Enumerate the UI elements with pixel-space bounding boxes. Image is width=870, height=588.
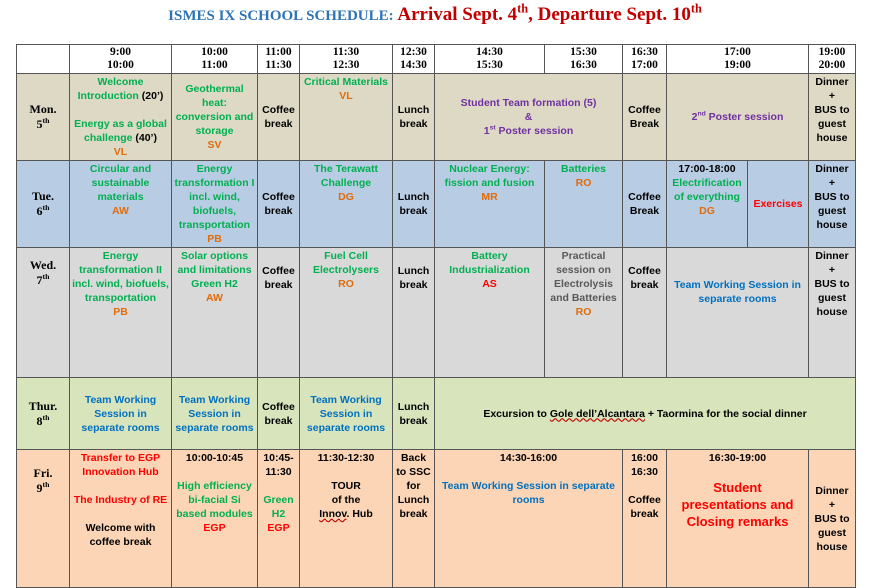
session-cell bbox=[70, 74, 172, 161]
session-title: Energy as a global challenge bbox=[74, 118, 167, 144]
session-time: 11:30-12:30 bbox=[317, 452, 375, 464]
session-time: 16:30-19:00 bbox=[708, 452, 767, 464]
day-name: Fri. bbox=[33, 466, 53, 480]
dinner-cell: Dinner + BUS to guest house bbox=[809, 450, 856, 588]
ordinal-number: 1 bbox=[483, 125, 490, 137]
header-time: 17:00 19:00 bbox=[667, 45, 809, 74]
ordinal-sup: st bbox=[489, 124, 496, 132]
session-title: Practical session on Electrolysis and Batteries bbox=[550, 250, 617, 304]
session-title: Battery Industrialization bbox=[449, 250, 530, 276]
day-name: Tue. bbox=[32, 189, 54, 203]
ordinal-number: 2 bbox=[691, 111, 698, 123]
session-cell bbox=[545, 161, 623, 248]
session-title: Welcome Introduction bbox=[77, 76, 144, 102]
session-title: Poster session bbox=[495, 125, 574, 137]
session-title: Circular and sustainable materials bbox=[89, 163, 152, 203]
session-title: Innov bbox=[319, 508, 347, 520]
day-sup: th bbox=[42, 203, 50, 212]
session-cell bbox=[70, 450, 172, 588]
dinner-cell: Dinner + BUS to guest house bbox=[809, 161, 856, 248]
title-departure-text: , Departure Sept. 10 bbox=[528, 4, 691, 25]
day-number: 7 bbox=[36, 273, 43, 287]
session-cell bbox=[300, 74, 393, 161]
session-time: 17:00-18:00 bbox=[678, 163, 736, 175]
session-title: Solar options and limitations Green H2 bbox=[177, 250, 252, 290]
coffee-break-cell: Coffee break bbox=[623, 248, 667, 378]
lunch-break-cell: Lunch break bbox=[393, 161, 435, 248]
session-title: Fuel Cell Electrolysers bbox=[313, 250, 379, 276]
session-title: Geothermal heat: conversion and storage bbox=[175, 83, 254, 137]
session-time: 10:00-10:45 bbox=[185, 452, 244, 464]
day-label-thursday bbox=[17, 378, 70, 450]
speaker-code: AW bbox=[206, 292, 223, 304]
schedule-table bbox=[16, 44, 856, 588]
row-friday bbox=[17, 450, 856, 588]
day-name: Wed. bbox=[29, 258, 57, 272]
session-title: Poster session bbox=[705, 111, 784, 123]
session-cell bbox=[172, 248, 258, 378]
session-title: Team Working Session in separate rooms bbox=[442, 480, 615, 506]
excursion-text: + Taormina for the social dinner bbox=[644, 407, 807, 420]
session-title: . Hub bbox=[346, 508, 373, 520]
session-time: 14:30-16:00 bbox=[499, 452, 558, 464]
day-sup: th bbox=[42, 412, 50, 422]
speaker-code: DG bbox=[338, 191, 354, 203]
speaker-code: RO bbox=[575, 306, 592, 318]
exercises-cell: Exercises bbox=[748, 161, 809, 248]
day-label-monday bbox=[17, 74, 70, 161]
session-cell bbox=[172, 74, 258, 161]
speaker-code: VL bbox=[113, 146, 128, 158]
speaker-code: AS bbox=[482, 278, 497, 290]
session-title: Batteries bbox=[561, 163, 606, 175]
session-cell: Team Working Session in separate rooms bbox=[172, 378, 258, 450]
speaker-code: VL bbox=[339, 90, 353, 102]
session-connector: & bbox=[524, 111, 533, 123]
session-cell bbox=[70, 248, 172, 378]
session-title: Energy transformation I incl. wind, biofuels, transportation bbox=[174, 163, 255, 231]
session-cell bbox=[258, 450, 300, 588]
coffee-break-cell bbox=[623, 450, 667, 588]
session-title: Student presentations and Closing remarks bbox=[681, 480, 794, 529]
header-time: 14:30 15:30 bbox=[435, 45, 545, 74]
header-time: 9:00 10:00 bbox=[70, 45, 172, 74]
day-number: 6 bbox=[36, 204, 43, 218]
coffee-break-cell: Coffee break bbox=[258, 74, 300, 161]
session-title: Electrification of everything bbox=[672, 177, 742, 203]
row-tuesday bbox=[17, 161, 856, 248]
speaker-code: EGP bbox=[203, 522, 226, 534]
session-title: High efficiency bi-facial Si based modules bbox=[176, 480, 253, 520]
ordinal-sup: nd bbox=[697, 110, 706, 118]
session-title: Coffee break bbox=[628, 494, 661, 520]
day-name: Thur. bbox=[28, 398, 58, 413]
day-sup: th bbox=[42, 272, 50, 281]
day-sup: th bbox=[42, 480, 50, 489]
session-cell: Team Working Session in separate rooms bbox=[70, 378, 172, 450]
header-row bbox=[17, 45, 856, 74]
lunch-break-cell: Lunch break bbox=[393, 74, 435, 161]
session-title: TOUR of the bbox=[331, 480, 361, 506]
session-cell: Team Working Session in separate rooms bbox=[300, 378, 393, 450]
day-label-tuesday bbox=[17, 161, 70, 248]
lunch-break-cell: Lunch break bbox=[393, 248, 435, 378]
coffee-break-cell: Coffee break bbox=[258, 161, 300, 248]
day-number: 5 bbox=[36, 117, 43, 131]
session-cell bbox=[300, 161, 393, 248]
day-sup: th bbox=[42, 116, 50, 125]
session-title: Energy transformation II incl. wind, biofuels, transportation bbox=[72, 250, 169, 304]
title-departure-sup: th bbox=[690, 1, 702, 16]
row-thursday bbox=[17, 378, 856, 450]
title-arrival bbox=[397, 1, 702, 25]
speaker-code: MR bbox=[481, 191, 498, 203]
header-time: 16:30 17:00 bbox=[623, 45, 667, 74]
header-time: 10:00 11:00 bbox=[172, 45, 258, 74]
coffee-break-cell: Coffee Break bbox=[623, 74, 667, 161]
day-name: Mon. bbox=[29, 102, 57, 116]
session-cell bbox=[435, 74, 623, 161]
dinner-cell: Dinner + BUS to guest house bbox=[809, 248, 856, 378]
session-cell bbox=[300, 248, 393, 378]
title-arrival-text: Arrival Sept. 4 bbox=[397, 4, 518, 25]
session-title: Student Team formation (5) bbox=[460, 97, 597, 109]
header-cell-empty bbox=[17, 45, 70, 74]
title-prefix: ISMES IX SCHOOL SCHEDULE: bbox=[168, 8, 398, 24]
speaker-code: RO bbox=[338, 278, 354, 290]
header-time: 15:30 16:30 bbox=[545, 45, 623, 74]
session-cell bbox=[300, 450, 393, 588]
session-title: Welcome with coffee break bbox=[85, 522, 156, 548]
excursion-place: Gole dell’Alcantara bbox=[549, 407, 645, 420]
speaker-code: PB bbox=[113, 306, 128, 318]
excursion-text: Excursion to bbox=[483, 407, 550, 420]
session-time: 10:45- 11:30 bbox=[263, 452, 294, 478]
header-time: 19:00 20:00 bbox=[809, 45, 856, 74]
session-title: The Industry of RE bbox=[73, 494, 168, 506]
session-cell bbox=[667, 450, 809, 588]
excursion-cell bbox=[435, 378, 856, 450]
coffee-break-cell: Coffee break bbox=[258, 378, 300, 450]
speaker-code: SV bbox=[207, 139, 222, 151]
session-title: Transfer to EGP Innovation Hub bbox=[80, 452, 161, 478]
session-duration: (40’) bbox=[132, 132, 157, 144]
speaker-code: DG bbox=[699, 205, 715, 217]
session-cell bbox=[70, 161, 172, 248]
session-cell bbox=[545, 248, 623, 378]
session-cell bbox=[667, 74, 809, 161]
day-number: 9 bbox=[36, 481, 43, 495]
page-title bbox=[0, 1, 870, 26]
speaker-code: EGP bbox=[267, 522, 290, 534]
lunch-break-cell: Lunch break bbox=[393, 378, 435, 450]
session-cell bbox=[172, 161, 258, 248]
session-title: Nuclear Energy: fission and fusion bbox=[444, 163, 535, 189]
speaker-code: AW bbox=[112, 205, 129, 217]
coffee-break-cell: Coffee break bbox=[258, 248, 300, 378]
session-title: The Terawatt Challenge bbox=[314, 163, 378, 189]
header-time: 12:30 14:30 bbox=[393, 45, 435, 74]
row-wednesday bbox=[17, 248, 856, 378]
session-duration: (20’) bbox=[138, 90, 164, 102]
session-title: Green H2 bbox=[263, 494, 294, 520]
dinner-cell: Dinner + BUS to guest house bbox=[809, 74, 856, 161]
session-title: Critical Materials bbox=[303, 76, 389, 88]
session-cell bbox=[435, 161, 545, 248]
session-cell bbox=[435, 248, 545, 378]
session-cell bbox=[667, 161, 748, 248]
day-number: 8 bbox=[36, 413, 43, 428]
speaker-code: RO bbox=[575, 177, 592, 189]
speaker-code: PB bbox=[207, 233, 222, 245]
session-cell: Team Working Session in separate rooms bbox=[667, 248, 809, 378]
day-label-wednesday bbox=[17, 248, 70, 378]
header-time: 11:00 11:30 bbox=[258, 45, 300, 74]
session-cell bbox=[172, 450, 258, 588]
row-monday bbox=[17, 74, 856, 161]
coffee-break-cell: Coffee Break bbox=[623, 161, 667, 248]
lunch-break-cell: Back to SSC for Lunch break bbox=[393, 450, 435, 588]
title-arrival-sup: th bbox=[517, 1, 529, 16]
header-time: 11:30 12:30 bbox=[300, 45, 393, 74]
session-time: 16:00 16:30 bbox=[631, 452, 658, 478]
session-cell bbox=[435, 450, 623, 588]
day-label-friday bbox=[17, 450, 70, 588]
